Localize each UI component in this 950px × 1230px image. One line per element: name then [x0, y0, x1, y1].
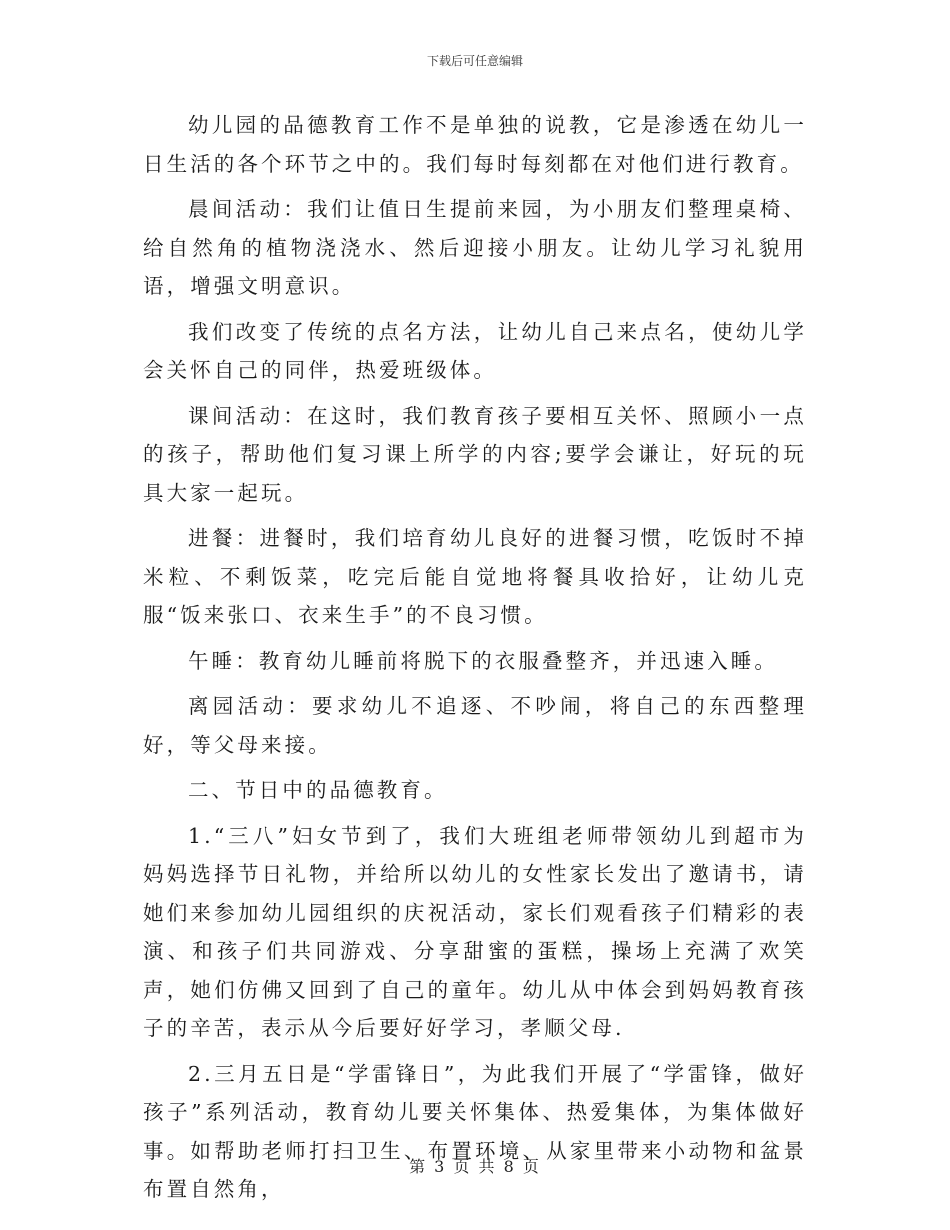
- paragraph-morning-activity: 晨间活动：我们让值日生提前来园，为小朋友们整理桌椅、给自然角的植物浇浇水、然后迎接小朋友。让幼儿学习礼貌用语，增强文明意识。: [143, 197, 807, 298]
- paragraph-roll-call: 我们改变了传统的点名方法，让幼儿自己来点名，使幼儿学会关怀自己的同伴，热爱班级体。: [143, 319, 807, 382]
- paragraph-departure: 离园活动：要求幼儿不追逐、不吵闹，将自己的东西整理好，等父母来接。: [143, 694, 807, 757]
- page-header: 下载后可任意编辑: [426, 54, 523, 68]
- section-heading-holidays: 二、节日中的品德教育。: [188, 778, 448, 802]
- paragraph-nap: 午睡：教育幼儿睡前将脱下的衣服叠整齐，并迅速入睡。: [188, 648, 778, 673]
- page-number: 第 3 页 共 8 页: [409, 1157, 541, 1176]
- paragraph-break-activity: 课间活动：在这时，我们教育孩子要相互关怀、照顾小一点的孩子，帮助他们复习课上所学的内容;要学会谦让，好玩的玩具大家一起玩。: [143, 403, 807, 505]
- document-body: [143, 106, 807, 1216]
- paragraph-intro: 幼儿园的品德教育工作不是单独的说教，它是渗透在幼儿一日生活的各个环节之中的。我们每时每刻都在对他们进行教育。: [143, 113, 807, 176]
- paragraph-meal: 进餐：进餐时，我们培育幼儿良好的进餐习惯，吃饭时不掉米粒、不剩饭菜，吃完后能自觉地将餐具收拾好，让幼儿克服“饭来张口、衣来生手”的不良习惯。: [143, 526, 807, 627]
- paragraph-womens-day: 1.“三八”妇女节到了，我们大班组老师带领幼儿到超市为妈妈选择节日礼物，并给所以幼儿的女性家长发出了邀请书，请她们来参加幼儿园组织的庆祝活动，家长们观看孩子们精彩的表演、和孩子们共同游戏、分享甜蜜的蛋糕，操场上充满了欢笑声，她们仿佛又回到了自己的童年。幼儿从中体会到妈妈教育孩子的辛苦，表示从今后要好好学习，孝顺父母.: [143, 823, 807, 1040]
- paragraph-lei-feng-day: 2.三月五日是“学雷锋日”，为此我们开展了“学雷锋，做好孩子”系列活动，教育幼儿要关怀集体、热爱集体，为集体做好事。如帮助老师打扫卫生、布置环境、从家里带来小动物和盆景布置自然角，: [143, 1061, 807, 1201]
